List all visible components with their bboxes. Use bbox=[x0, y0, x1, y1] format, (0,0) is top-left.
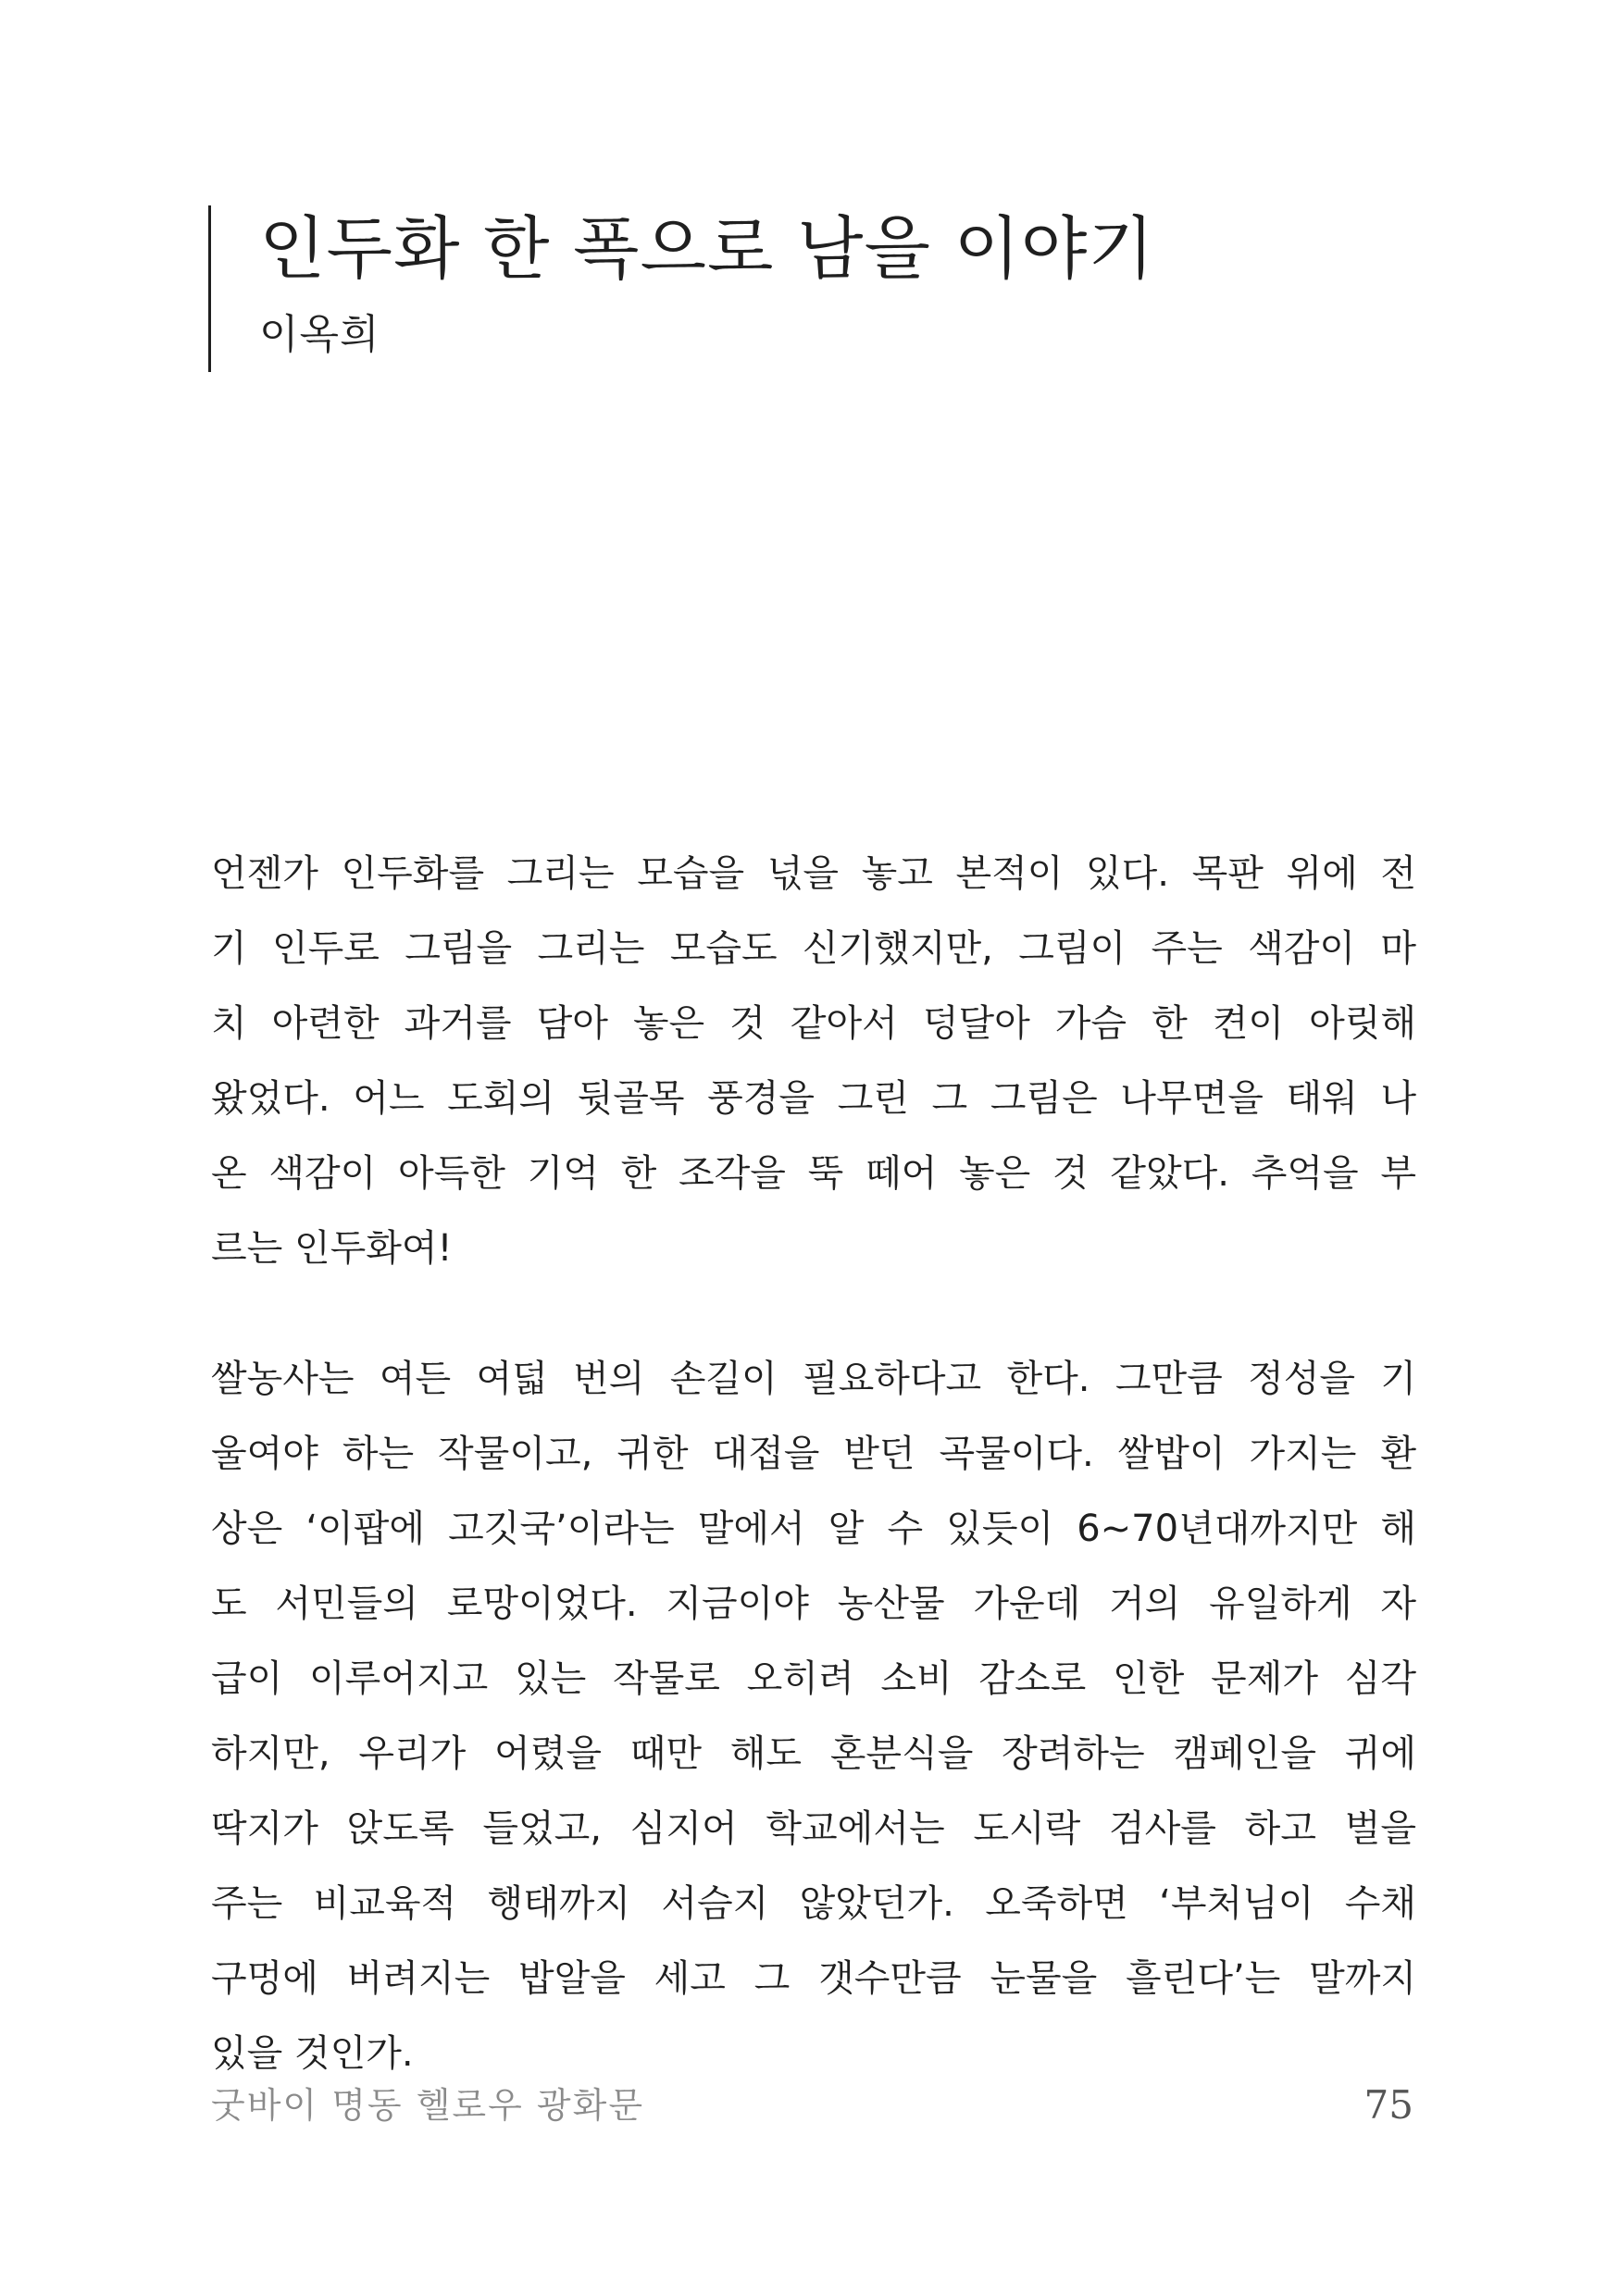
text-line: 구멍에 버려지는 밥알을 세고 그 갯수만큼 눈물을 흘린다’는 말까지 bbox=[211, 1957, 1416, 2000]
text-line: 언젠가 인두화를 그리는 모습을 넋을 놓고 본적이 있다. 목판 위에 전 bbox=[211, 852, 1416, 895]
running-footer-book-title: 굿바이 명동 헬로우 광화문 bbox=[211, 2085, 645, 2126]
paragraph bbox=[211, 837, 1416, 1286]
essay-title: 인두화 한 폭으로 남을 이야기 bbox=[259, 209, 1155, 289]
text-line: 온 색감이 아득한 기억 한 조각을 뚝 떼어 놓은 것 같았다. 추억을 부 bbox=[211, 1152, 1416, 1195]
text-line: 르는 인두화여! bbox=[211, 1227, 453, 1270]
page-number: 75 bbox=[1364, 2082, 1414, 2128]
text-line: 있을 것인가. bbox=[211, 2032, 414, 2075]
text-line: 울여야 하는 작물이고, 귀한 대접을 받던 곡물이다. 쌀밥이 가지는 환 bbox=[211, 1433, 1416, 1475]
text-line: 급이 이루어지고 있는 작물로 오히려 소비 감소로 인한 문제가 심각 bbox=[211, 1657, 1416, 1700]
paragraph bbox=[211, 1342, 1416, 2091]
text-line: 기 인두로 그림을 그리는 모습도 신기했지만, 그림이 주는 색감이 마 bbox=[211, 927, 1416, 970]
text-line: 주는 비교육적 행태까지 서슴지 않았던가. 오죽하면 ‘부처님이 수채 bbox=[211, 1882, 1416, 1925]
text-line: 도 서민들의 로망이었다. 지금이야 농산물 가운데 거의 유일하게 자 bbox=[211, 1582, 1416, 1625]
text-line: 치 아련한 과거를 담아 놓은 것 같아서 덩달아 가슴 한 켠이 아릿해 bbox=[211, 1002, 1416, 1045]
author-name: 이옥희 bbox=[259, 311, 380, 358]
essay-body bbox=[211, 837, 1416, 2091]
text-line: 왔었다. 어느 도회의 뒷골목 풍경을 그린 그 그림은 나무면을 태워 나 bbox=[211, 1077, 1416, 1120]
text-line: 딱지가 앉도록 들었고, 심지어 학교에서는 도시락 검사를 하고 벌을 bbox=[211, 1807, 1416, 1850]
title-block bbox=[208, 205, 1412, 372]
text-line: 상은 ‘이팝에 고깃국’이라는 말에서 알 수 있듯이 6~70년대까지만 해 bbox=[211, 1508, 1416, 1550]
text-line: 하지만, 우리가 어렸을 때만 해도 혼분식을 장려하는 캠페인을 귀에 bbox=[211, 1732, 1416, 1775]
text-line: 쌀농사는 여든 여덟 번의 손길이 필요하다고 한다. 그만큼 정성을 기 bbox=[211, 1358, 1416, 1400]
